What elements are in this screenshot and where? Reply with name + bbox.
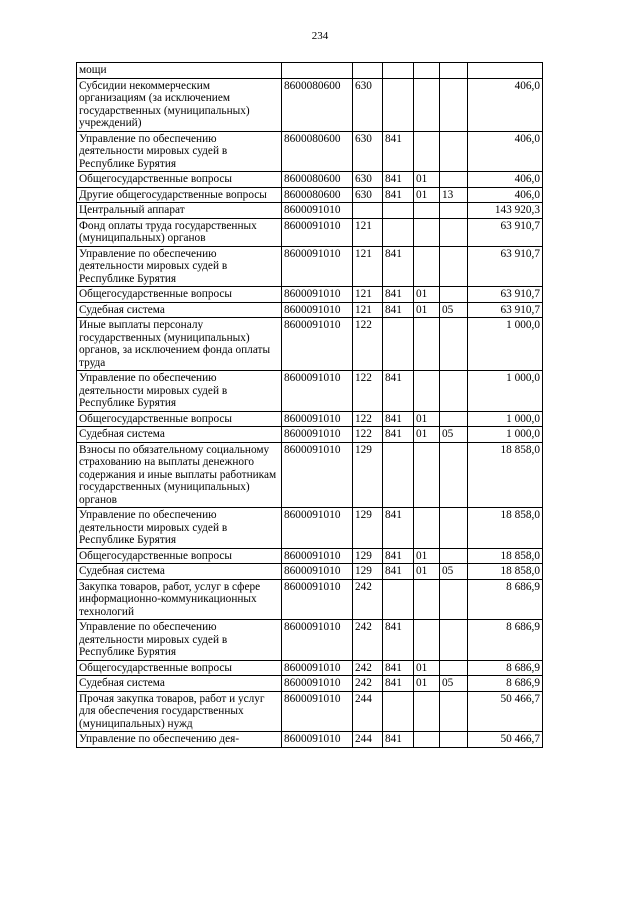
expense-type-cell: 242 <box>353 676 383 692</box>
admin-code-cell: 841 <box>383 564 414 580</box>
admin-code-cell <box>383 63 414 79</box>
admin-code-cell: 841 <box>383 427 414 443</box>
amount-cell: 8 686,9 <box>468 676 543 692</box>
admin-code-cell <box>383 579 414 620</box>
section-cell: 01 <box>414 287 440 303</box>
admin-code-cell <box>383 218 414 246</box>
expense-type-cell: 630 <box>353 187 383 203</box>
table-row <box>77 203 543 219</box>
amount-cell: 63 910,7 <box>468 246 543 287</box>
expense-type-cell: 122 <box>353 318 383 371</box>
target-article-cell: 8600080600 <box>282 78 353 131</box>
target-article-cell: 8600091010 <box>282 302 353 318</box>
table-row <box>77 660 543 676</box>
subsection-cell <box>440 203 468 219</box>
row-name-cell: Взносы по обязательному социальному страхованию на выплаты денежного содержания и иные выплаты работникам государственных (муниципальных) органов <box>77 442 282 508</box>
admin-code-cell: 841 <box>383 172 414 188</box>
table-row <box>77 287 543 303</box>
table-row <box>77 63 543 79</box>
target-article-cell: 8600080600 <box>282 172 353 188</box>
row-name-cell: Иные выплаты персоналу государственных (муниципальных) органов, за исключением фонда оплаты труда <box>77 318 282 371</box>
admin-code-cell: 841 <box>383 508 414 549</box>
row-name-cell: Закупка товаров, работ, услуг в сфере информационно-коммуникационных технологий <box>77 579 282 620</box>
amount-cell: 8 686,9 <box>468 620 543 661</box>
amount-cell: 18 858,0 <box>468 442 543 508</box>
amount-cell: 406,0 <box>468 131 543 172</box>
expense-type-cell <box>353 63 383 79</box>
amount-cell: 1 000,0 <box>468 371 543 412</box>
table-row <box>77 579 543 620</box>
subsection-cell <box>440 172 468 188</box>
table-row <box>77 427 543 443</box>
row-name-cell: Управление по обеспечению деятельности мировых судей в Республике Бурятия <box>77 508 282 549</box>
section-cell: 01 <box>414 548 440 564</box>
table-row <box>77 691 543 732</box>
subsection-cell <box>440 287 468 303</box>
expense-type-cell: 121 <box>353 246 383 287</box>
section-cell <box>414 508 440 549</box>
row-name-cell: Управление по обеспечению деятельности мировых судей в Республике Бурятия <box>77 131 282 172</box>
row-name-cell: Общегосударственные вопросы <box>77 287 282 303</box>
table-row <box>77 676 543 692</box>
expense-type-cell <box>353 203 383 219</box>
budget-table <box>76 62 543 748</box>
subsection-cell: 05 <box>440 427 468 443</box>
table-row <box>77 508 543 549</box>
section-cell <box>414 620 440 661</box>
amount-cell: 63 910,7 <box>468 218 543 246</box>
subsection-cell <box>440 411 468 427</box>
table-row <box>77 732 543 748</box>
section-cell: 01 <box>414 411 440 427</box>
section-cell <box>414 63 440 79</box>
row-name-cell: Общегосударственные вопросы <box>77 172 282 188</box>
target-article-cell: 8600080600 <box>282 131 353 172</box>
target-article-cell: 8600091010 <box>282 732 353 748</box>
target-article-cell: 8600091010 <box>282 691 353 732</box>
amount-cell: 1 000,0 <box>468 427 543 443</box>
table-row <box>77 411 543 427</box>
expense-type-cell: 630 <box>353 172 383 188</box>
amount-cell: 63 910,7 <box>468 287 543 303</box>
row-name-cell: Управление по обеспечению деятельности мировых судей в Республике Бурятия <box>77 371 282 412</box>
page-number: 234 <box>311 30 329 42</box>
section-cell: 01 <box>414 172 440 188</box>
target-article-cell: 8600091010 <box>282 442 353 508</box>
target-article-cell: 8600091010 <box>282 548 353 564</box>
expense-type-cell: 122 <box>353 411 383 427</box>
admin-code-cell <box>383 442 414 508</box>
target-article-cell: 8600091010 <box>282 218 353 246</box>
target-article-cell: 8600091010 <box>282 318 353 371</box>
subsection-cell <box>440 579 468 620</box>
expense-type-cell: 129 <box>353 564 383 580</box>
target-article-cell: 8600091010 <box>282 287 353 303</box>
row-name-cell: Судебная система <box>77 676 282 692</box>
admin-code-cell: 841 <box>383 732 414 748</box>
amount-cell: 18 858,0 <box>468 508 543 549</box>
admin-code-cell: 841 <box>383 246 414 287</box>
expense-type-cell: 630 <box>353 78 383 131</box>
section-cell <box>414 78 440 131</box>
subsection-cell <box>440 218 468 246</box>
expense-type-cell: 129 <box>353 548 383 564</box>
amount-cell <box>468 63 543 79</box>
row-name-cell: Центральный аппарат <box>77 203 282 219</box>
subsection-cell: 05 <box>440 564 468 580</box>
subsection-cell <box>440 246 468 287</box>
admin-code-cell <box>383 691 414 732</box>
admin-code-cell <box>383 78 414 131</box>
amount-cell: 8 686,9 <box>468 579 543 620</box>
target-article-cell: 8600091010 <box>282 427 353 443</box>
admin-code-cell: 841 <box>383 411 414 427</box>
expense-type-cell: 244 <box>353 691 383 732</box>
section-cell <box>414 203 440 219</box>
subsection-cell <box>440 371 468 412</box>
section-cell: 01 <box>414 302 440 318</box>
section-cell <box>414 579 440 620</box>
expense-type-cell: 121 <box>353 218 383 246</box>
subsection-cell <box>440 442 468 508</box>
table-row <box>77 371 543 412</box>
table-row <box>77 318 543 371</box>
row-name-cell: Общегосударственные вопросы <box>77 660 282 676</box>
section-cell: 01 <box>414 187 440 203</box>
table-row <box>77 246 543 287</box>
admin-code-cell <box>383 318 414 371</box>
expense-type-cell: 630 <box>353 131 383 172</box>
row-name-cell: Прочая закупка товаров, работ и услуг для обеспечения государственных (муниципальных) нужд <box>77 691 282 732</box>
target-article-cell: 8600091010 <box>282 660 353 676</box>
target-article-cell <box>282 63 353 79</box>
subsection-cell <box>440 63 468 79</box>
table-row <box>77 548 543 564</box>
admin-code-cell: 841 <box>383 660 414 676</box>
admin-code-cell: 841 <box>383 676 414 692</box>
amount-cell: 1 000,0 <box>468 318 543 371</box>
amount-cell: 143 920,3 <box>468 203 543 219</box>
amount-cell: 50 466,7 <box>468 691 543 732</box>
amount-cell: 1 000,0 <box>468 411 543 427</box>
amount-cell: 18 858,0 <box>468 564 543 580</box>
table-row <box>77 187 543 203</box>
section-cell <box>414 131 440 172</box>
section-cell: 01 <box>414 660 440 676</box>
target-article-cell: 8600091010 <box>282 203 353 219</box>
target-article-cell: 8600091010 <box>282 508 353 549</box>
row-name-cell: Судебная система <box>77 302 282 318</box>
section-cell <box>414 442 440 508</box>
row-name-cell: Судебная система <box>77 427 282 443</box>
row-name-cell: Фонд оплаты труда государственных (муниципальных) органов <box>77 218 282 246</box>
amount-cell: 18 858,0 <box>468 548 543 564</box>
row-name-cell: Общегосударственные вопросы <box>77 548 282 564</box>
subsection-cell <box>440 691 468 732</box>
budget-table-body <box>77 63 543 748</box>
admin-code-cell: 841 <box>383 287 414 303</box>
row-name-cell: Судебная система <box>77 564 282 580</box>
admin-code-cell: 841 <box>383 548 414 564</box>
section-cell: 01 <box>414 564 440 580</box>
row-name-cell: Управление по обеспечению деятельности мировых судей в Республике Бурятия <box>77 246 282 287</box>
amount-cell: 50 466,7 <box>468 732 543 748</box>
target-article-cell: 8600091010 <box>282 246 353 287</box>
amount-cell: 406,0 <box>468 187 543 203</box>
expense-type-cell: 121 <box>353 302 383 318</box>
target-article-cell: 8600091010 <box>282 579 353 620</box>
admin-code-cell: 841 <box>383 187 414 203</box>
expense-type-cell: 122 <box>353 427 383 443</box>
subsection-cell <box>440 660 468 676</box>
row-name-cell: Общегосударственные вопросы <box>77 411 282 427</box>
table-row <box>77 302 543 318</box>
section-cell <box>414 318 440 371</box>
section-cell <box>414 246 440 287</box>
table-row <box>77 78 543 131</box>
expense-type-cell: 122 <box>353 371 383 412</box>
section-cell: 01 <box>414 676 440 692</box>
admin-code-cell: 841 <box>383 131 414 172</box>
target-article-cell: 8600091010 <box>282 676 353 692</box>
target-article-cell: 8600080600 <box>282 187 353 203</box>
expense-type-cell: 244 <box>353 732 383 748</box>
table-row <box>77 442 543 508</box>
row-name-cell: мощи <box>77 63 282 79</box>
subsection-cell <box>440 548 468 564</box>
subsection-cell <box>440 78 468 131</box>
amount-cell: 8 686,9 <box>468 660 543 676</box>
subsection-cell <box>440 131 468 172</box>
subsection-cell <box>440 620 468 661</box>
subsection-cell: 13 <box>440 187 468 203</box>
admin-code-cell: 841 <box>383 302 414 318</box>
admin-code-cell: 841 <box>383 620 414 661</box>
expense-type-cell: 242 <box>353 579 383 620</box>
expense-type-cell: 242 <box>353 620 383 661</box>
section-cell <box>414 371 440 412</box>
expense-type-cell: 129 <box>353 442 383 508</box>
subsection-cell <box>440 508 468 549</box>
section-cell: 01 <box>414 427 440 443</box>
target-article-cell: 8600091010 <box>282 371 353 412</box>
section-cell <box>414 691 440 732</box>
subsection-cell <box>440 732 468 748</box>
row-name-cell: Управление по обеспечению дея- <box>77 732 282 748</box>
target-article-cell: 8600091010 <box>282 620 353 661</box>
table-row <box>77 172 543 188</box>
subsection-cell <box>440 318 468 371</box>
target-article-cell: 8600091010 <box>282 411 353 427</box>
section-cell <box>414 732 440 748</box>
table-row <box>77 218 543 246</box>
table-row <box>77 620 543 661</box>
subsection-cell: 05 <box>440 676 468 692</box>
table-row <box>77 131 543 172</box>
section-cell <box>414 218 440 246</box>
amount-cell: 406,0 <box>468 172 543 188</box>
row-name-cell: Управление по обеспечению деятельности мировых судей в Республике Бурятия <box>77 620 282 661</box>
subsection-cell: 05 <box>440 302 468 318</box>
row-name-cell: Другие общегосударственные вопросы <box>77 187 282 203</box>
expense-type-cell: 242 <box>353 660 383 676</box>
amount-cell: 406,0 <box>468 78 543 131</box>
admin-code-cell <box>383 203 414 219</box>
target-article-cell: 8600091010 <box>282 564 353 580</box>
admin-code-cell: 841 <box>383 371 414 412</box>
expense-type-cell: 121 <box>353 287 383 303</box>
table-row <box>77 564 543 580</box>
row-name-cell: Субсидии некоммерческим организациям (за исключением государственных (муниципальных) учреждений) <box>77 78 282 131</box>
amount-cell: 63 910,7 <box>468 302 543 318</box>
expense-type-cell: 129 <box>353 508 383 549</box>
